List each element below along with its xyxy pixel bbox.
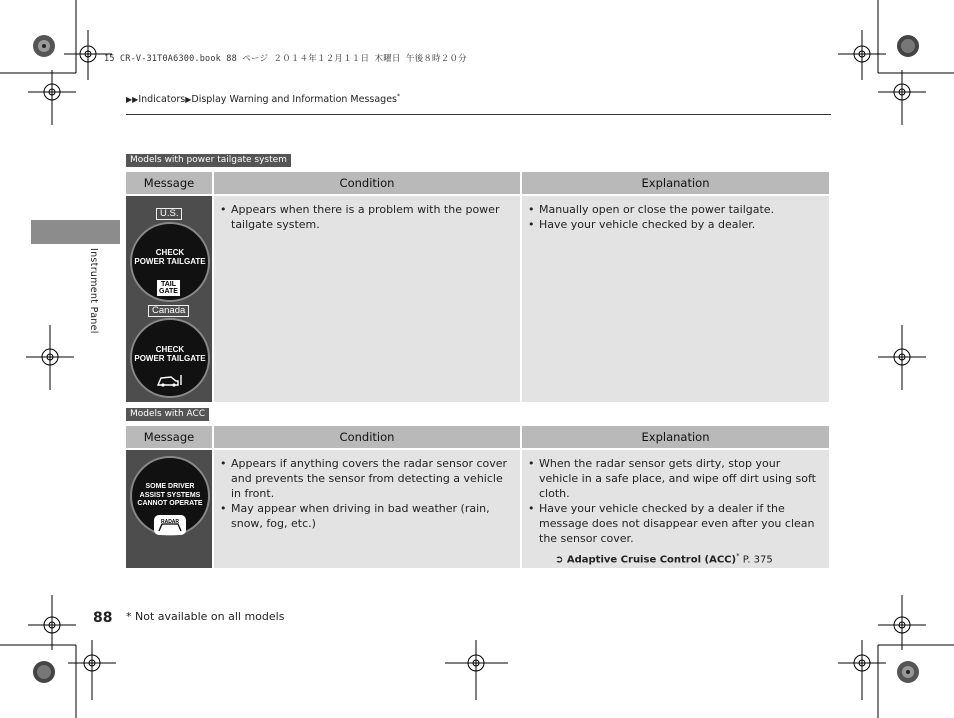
open-tailgate-icon (156, 372, 184, 388)
condition-item: • Appears when there is a problem with the power tailgate system. (231, 202, 513, 232)
display-text: CHECK POWER TAILGATE (134, 248, 206, 266)
arrow-right-icon: ▶ (185, 95, 192, 105)
condition-cell (214, 196, 520, 402)
breadcrumb-parent[interactable]: Indicators (138, 94, 186, 106)
radar-label: RADAR (160, 519, 180, 525)
display-text: SOME DRIVER ASSIST SYSTEMS CANNOT OPERATE (137, 483, 203, 507)
display-text: CHECK POWER TAILGATE (134, 345, 206, 363)
acc-message-table (124, 424, 831, 570)
header-condition: Condition (214, 172, 520, 194)
acc-reference-link[interactable] (523, 546, 828, 567)
reference-arrow-icon: ➲ (555, 554, 567, 566)
arrow-right-icon: ▶▶ (126, 95, 139, 105)
canada-label: Canada (148, 305, 189, 317)
header-rule (126, 114, 831, 115)
section-tab (31, 220, 120, 244)
radar-icon (153, 514, 187, 536)
print-header: 15 CR-V-31T0A6300.book 88 ページ ２０１４年１２月１１日 木曜日 午後８時２０分 (104, 54, 467, 64)
tailgate-message-icon (126, 196, 212, 402)
header-explanation: Explanation (522, 426, 829, 448)
header-message: Message (126, 172, 212, 194)
acc-message-icon (126, 450, 212, 568)
reference-page: P. 375 (742, 554, 773, 566)
explanation-item: • When the radar sensor gets dirty, stop your vehicle in a safe place, and wipe off dirt using soft cloth. (539, 456, 822, 501)
footnote: * Not available on all models (126, 610, 285, 623)
header-explanation: Explanation (522, 172, 829, 194)
explanation-cell (522, 450, 829, 568)
reference-title: Adaptive Cruise Control (ACC) (566, 554, 737, 566)
header-message: Message (126, 426, 212, 448)
tailgate-icon: TAIL GATE (159, 281, 178, 295)
reference-marker: * (736, 552, 740, 560)
header-condition: Condition (214, 426, 520, 448)
side-label: Instrument Panel (88, 248, 99, 334)
explanation-cell (522, 196, 829, 402)
explanation-item: • Have your vehicle checked by a dealer. (539, 217, 822, 232)
condition-item: • Appears if anything covers the radar sensor cover and prevents the sensor from detecting a vehicle in front. (231, 456, 513, 501)
model-tag-acc: Models with ACC (126, 408, 209, 421)
page-number: 88 (93, 610, 113, 626)
explanation-item: • Have your vehicle checked by a dealer if the message does not disappear even after you clean the sensor cover. (539, 501, 822, 546)
breadcrumb-marker: * (397, 93, 401, 100)
breadcrumb-current[interactable]: Display Warning and Information Messages (191, 94, 398, 106)
breadcrumb (126, 93, 400, 105)
condition-item: • May appear when driving in bad weather (rain, snow, fog, etc.) (231, 501, 513, 531)
model-tag-tailgate: Models with power tailgate system (126, 154, 291, 167)
explanation-item: • Manually open or close the power tailgate. (539, 202, 822, 217)
condition-cell (214, 450, 520, 568)
tailgate-message-table (124, 170, 831, 404)
us-label: U.S. (156, 208, 182, 220)
